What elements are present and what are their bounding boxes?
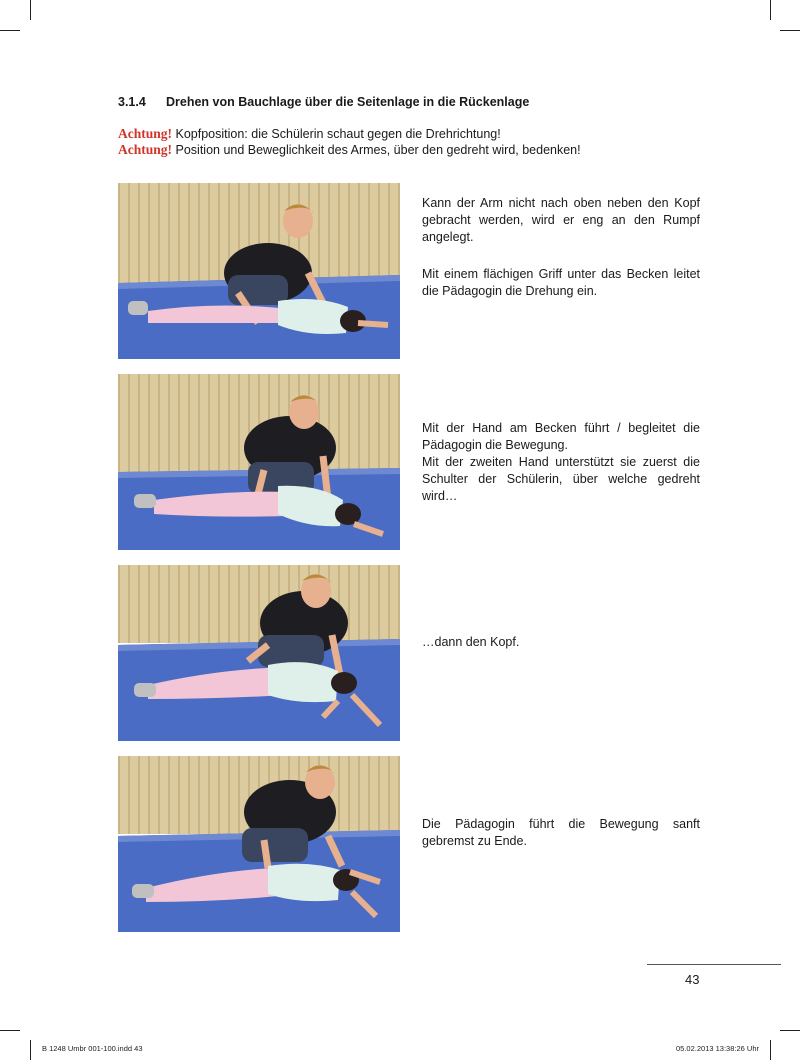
warning-line (118, 142, 581, 158)
crop-mark (30, 1040, 31, 1060)
photo-step-3 (118, 565, 400, 741)
section-title: Drehen von Bauchlage über die Seitenlage in die Rückenlage (166, 95, 530, 109)
crop-mark (0, 1030, 20, 1031)
crop-mark (0, 30, 20, 31)
warning-line (118, 126, 501, 142)
footer-rule (647, 964, 781, 965)
paragraph: …dann den Kopf. (422, 635, 520, 649)
photo-step-2 (118, 374, 400, 550)
crop-mark (780, 30, 800, 31)
crop-mark (770, 1040, 771, 1060)
paragraph: Kann der Arm nicht nach oben neben den Kopf gebracht werden, wird er eng an den Rumpf angelegt. (422, 196, 700, 244)
warning-text: Position und Beweglichkeit des Armes, über den gedreht wird, bedenken! (175, 143, 581, 157)
paragraph: Mit der Hand am Becken führt / begleitet die Pädagogin die Bewegung. (422, 421, 700, 452)
paragraph: Mit einem flächigen Griff unter das Becken leitet die Pädagogin die Drehung ein. (422, 267, 700, 298)
step-text-4 (422, 816, 700, 870)
step-text-1 (422, 195, 700, 320)
step-text-2 (422, 420, 700, 525)
slug-right: 05.02.2013 13:38:26 Uhr (676, 1044, 759, 1053)
warning-text: Kopfposition: die Schülerin schaut gegen die Drehrichtung! (175, 127, 501, 141)
crop-mark (30, 0, 31, 20)
page-number: 43 (685, 972, 700, 987)
section-number: 3.1.4 (118, 95, 146, 109)
slug-left: B 1248 Umbr 001-100.indd 43 (42, 1044, 143, 1053)
warning-label: Achtung! (118, 126, 173, 141)
paragraph: Die Pädagogin führt die Bewegung sanft gebremst zu Ende. (422, 817, 700, 848)
photo-step-1 (118, 183, 400, 359)
warning-label: Achtung! (118, 142, 173, 157)
crop-mark (780, 1030, 800, 1031)
section-heading (118, 95, 529, 109)
paragraph: Mit der zweiten Hand unterstützt sie zuerst die Schulter der Schülerin, über welche gedreht wird… (422, 455, 700, 503)
crop-mark (770, 0, 771, 20)
photo-step-4 (118, 756, 400, 932)
step-text-3 (422, 634, 700, 671)
